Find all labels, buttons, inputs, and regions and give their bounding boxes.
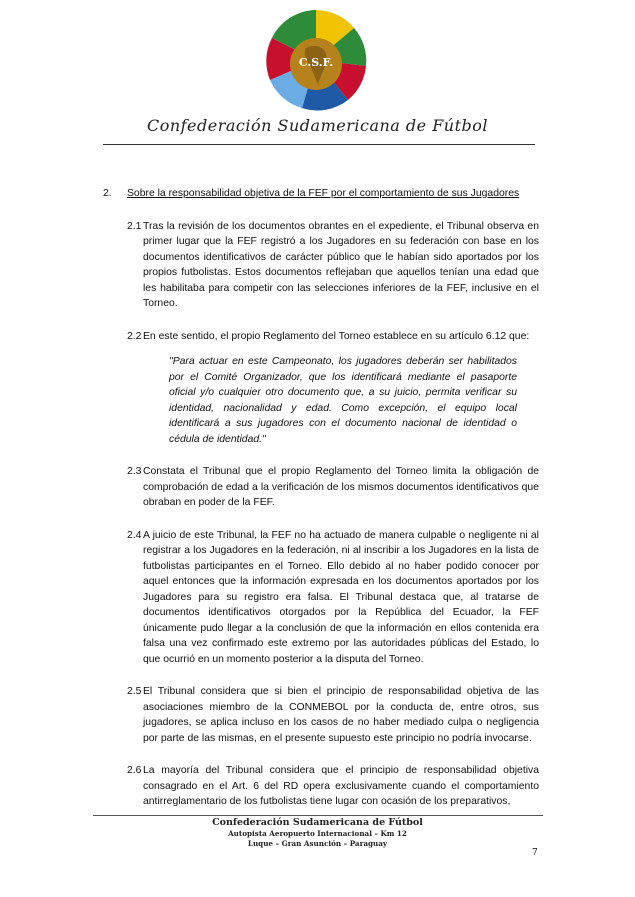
footer-address-line-1: Autopista Aeropuerto Internacional – Km 12 bbox=[228, 829, 407, 838]
paragraph-text: En este sentido, el propio Reglamento del Torneo establece en su artículo 6.12 que: bbox=[143, 330, 530, 342]
paragraph-2-4 bbox=[103, 528, 539, 668]
paragraph-2-5 bbox=[103, 684, 539, 746]
document-body bbox=[103, 186, 539, 810]
org-name-script: Confederación Sudamericana de Fútbol bbox=[146, 116, 489, 135]
paragraph-2-1 bbox=[103, 219, 539, 312]
paragraph-2-2 bbox=[103, 329, 539, 345]
paragraph-text: A juicio de este Tribunal, la FEF no ha actuado de manera culpable o negligente ni al registrar a los Jugadores en la federación, ni al inscribir a los Jugadores en la lista de futbolistas participantes en el Torneo. Ello debido al no haber podido conocer por aquel entonces que la información expresada en los documentos aportados por los Jugadores para su registro era falsa. El Tribunal destaca que, al tratarse de documentos identificativos otorgados por la República del Ecuador, la FEF únicamente pudo llegar a la conclusión de que la información en ellos contenida era falsa una vez confirmado este extremo por las autoridades públicas del Estado, lo que ocurrió en un momento posterior a la disputa del Torneo. bbox=[143, 529, 539, 665]
section-number: 2. bbox=[103, 188, 112, 199]
paragraph-number: 2.4 bbox=[127, 529, 142, 541]
footer-address-line-2: Luque – Gran Asunción – Paraguay bbox=[247, 839, 388, 848]
regulation-quote: "Para actuar en este Campeonato, los jugadores deberán ser habilitados por el Comité Organizador, que los identificará mediante el pasaporte oficial y/o cualquier otro documento que, a su juicio, permita verificar su identidad, nacionalidad y edad. Como excepción, el equipo local identificará a sus jugadores con el documento nacional de identidad o cédula de identidad." bbox=[169, 356, 517, 445]
footer-org-name: Confederación Sudamericana de Fútbol bbox=[212, 817, 423, 828]
paragraph-number: 2.3 bbox=[127, 466, 142, 477]
paragraph-text: La mayoría del Tribunal considera que el principio de responsabilidad objetiva consagrado en el Art. 6 del RD opera exclusivamente cuando el comportamiento antirreglamentario de los futbolistas tiene lugar con ocasión de los preparativos, bbox=[143, 765, 539, 807]
paragraph-2-3 bbox=[103, 464, 539, 511]
paragraph-number: 2.5 bbox=[127, 686, 142, 697]
logo-initials: C.S.F. bbox=[298, 56, 334, 69]
section-title: Sobre la responsabilidad objetiva de la FEF por el comportamiento de sus Jugadores bbox=[127, 188, 520, 199]
paragraph-number: 2.6 bbox=[127, 765, 142, 776]
footer-divider bbox=[93, 815, 543, 816]
csf-logo bbox=[262, 6, 370, 114]
header-divider bbox=[103, 144, 535, 145]
paragraph-number: 2.2 bbox=[127, 330, 142, 342]
paragraph-text: Tras la revisión de los documentos obrantes en el expediente, el Tribunal observa en primer lugar que la FEF registró a los Jugadores en su federación con base en los documentos identificativos de carácter público que le habían sido aportados por los propios futbolistas. Estos documentos reflejaban que aquellos tenían una edad que les habilitaba para competir con las selecciones inferiores de la FEF, inclusive en el Torneo. bbox=[143, 220, 539, 309]
paragraph-text: Constata el Tribunal que el propio Reglamento del Torneo limita la obligación de comprobación de edad a la verificación de los mismos documentos identificativos que obraban en poder de la FEF. bbox=[143, 466, 539, 508]
section-heading bbox=[103, 186, 539, 202]
page-footer bbox=[0, 817, 635, 849]
paragraph-2-6 bbox=[103, 763, 539, 810]
paragraph-number: 2.1 bbox=[127, 220, 142, 232]
paragraph-text: El Tribunal considera que si bien el principio de responsabilidad objetiva de las asociaciones miembro de la CONMEBOL por la conducta de, entre otros, sus jugadores, se aplica incluso en los casos de no haber mediado culpa o negligencia por parte de las mismas, en el presente supuesto este principio no podría invocarse. bbox=[143, 686, 539, 744]
page-number: 7 bbox=[532, 848, 538, 858]
page-header bbox=[0, 0, 635, 150]
